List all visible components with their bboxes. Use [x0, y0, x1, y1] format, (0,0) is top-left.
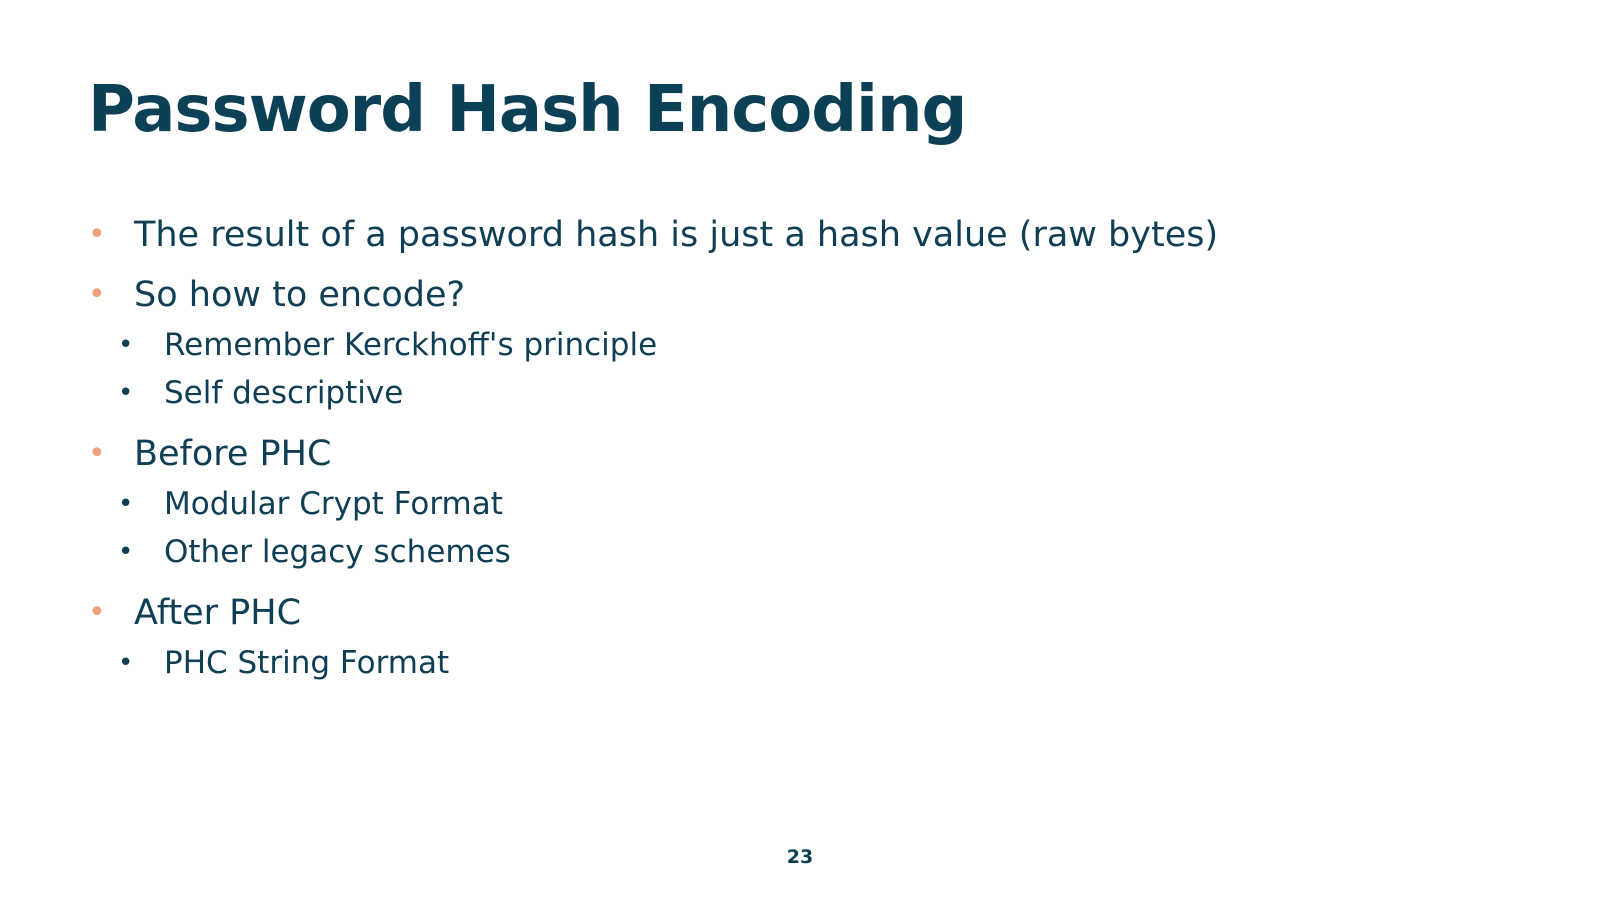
bullet-marker-icon: •: [88, 595, 106, 630]
bullet-text: The result of a password hash is just a hash value (raw bytes): [134, 215, 1219, 255]
sub-bullet-item: [118, 528, 1538, 576]
sub-bullet-marker-icon: •: [118, 489, 134, 519]
bullet-item: [88, 272, 1538, 417]
sub-bullet-item: [118, 321, 1538, 369]
sub-bullet-marker-icon: •: [118, 330, 134, 360]
bullet-list: [88, 212, 1538, 687]
sub-bullet-text: PHC String Format: [164, 645, 450, 681]
sub-bullet-text: Remember Kerckhoff's principle: [164, 327, 658, 363]
bullet-item: [88, 590, 1538, 687]
sub-bullet-marker-icon: •: [118, 537, 134, 567]
sub-bullet-item: [118, 480, 1538, 528]
page-number: 23: [786, 846, 814, 868]
bullet-text: Before PHC: [134, 434, 332, 474]
slide-title: Password Hash Encoding: [88, 73, 967, 147]
sub-bullet-item: [118, 639, 1538, 687]
sub-bullet-marker-icon: •: [118, 648, 134, 678]
sub-bullet-text: Modular Crypt Format: [164, 486, 503, 522]
bullet-text: After PHC: [134, 593, 302, 633]
bullet-text: So how to encode?: [134, 275, 466, 315]
sub-bullet-list: [118, 321, 1538, 417]
sub-bullet-list: [118, 480, 1538, 576]
bullet-item: [88, 212, 1538, 258]
bullet-marker-icon: •: [88, 436, 106, 471]
sub-bullet-text: Other legacy schemes: [164, 534, 511, 570]
bullet-item: [88, 431, 1538, 576]
sub-bullet-text: Self descriptive: [164, 375, 404, 411]
sub-bullet-marker-icon: •: [118, 378, 134, 408]
bullet-marker-icon: •: [88, 217, 106, 252]
sub-bullet-list: [118, 639, 1538, 687]
sub-bullet-item: [118, 369, 1538, 417]
bullet-marker-icon: •: [88, 277, 106, 312]
